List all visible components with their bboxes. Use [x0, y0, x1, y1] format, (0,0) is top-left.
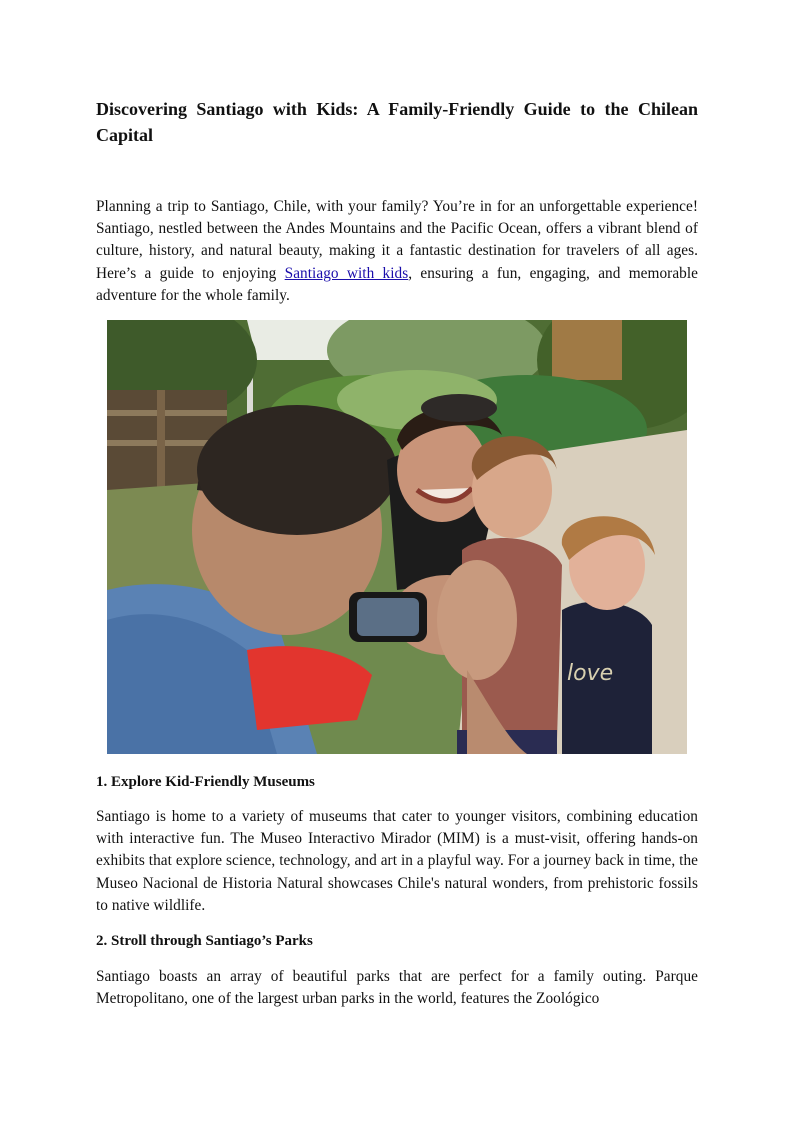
intro-paragraph — [96, 196, 698, 307]
intro-text-end: , ensuring a fun, engaging, and memorable adventure for the whole family. — [96, 264, 698, 304]
santiago-with-kids-link[interactable]: Santiago with kids — [284, 264, 409, 282]
section-heading-parks: 2. Stroll through Santiago’s Parks — [96, 933, 313, 949]
section-body-parks: Santiago boasts an array of beautiful parks that are perfect for a family outing. Parque Metropolitano, one of the largest urban parks in the world, features the Zoológico — [96, 968, 698, 1008]
section-body-museums: Santiago is home to a variety of museums that cater to younger visitors, combining education with interactive fun. The Museo Interactivo Mirador (MIM) is a must-visit, offering hands-on exhibits that explore science, technology, and art in a playful way. For a journey back in time, the Museo Nacional de Historia Natural showcases Chile's natural wonders, from prehistoric fossils to native wildlife. — [96, 808, 698, 914]
page-title: Discovering Santiago with Kids: A Family-Friendly Guide to the Chilean Capital — [96, 99, 698, 145]
intro-text-start: Planning a trip to Santiago, Chile, with your family? You’re in for an unforgettable experience! Santiago, nestled between the Andes Mountains and the Pacific Ocean, offers a vibrant blend of culture, history, and natural beauty, making it a fantastic destination for travelers of all ages. Here’s a guide to enjoying — [96, 198, 698, 282]
family-photo — [107, 320, 687, 754]
section-heading-museums: 1. Explore Kid-Friendly Museums — [96, 774, 315, 790]
svg-text:love: love — [567, 661, 614, 686]
